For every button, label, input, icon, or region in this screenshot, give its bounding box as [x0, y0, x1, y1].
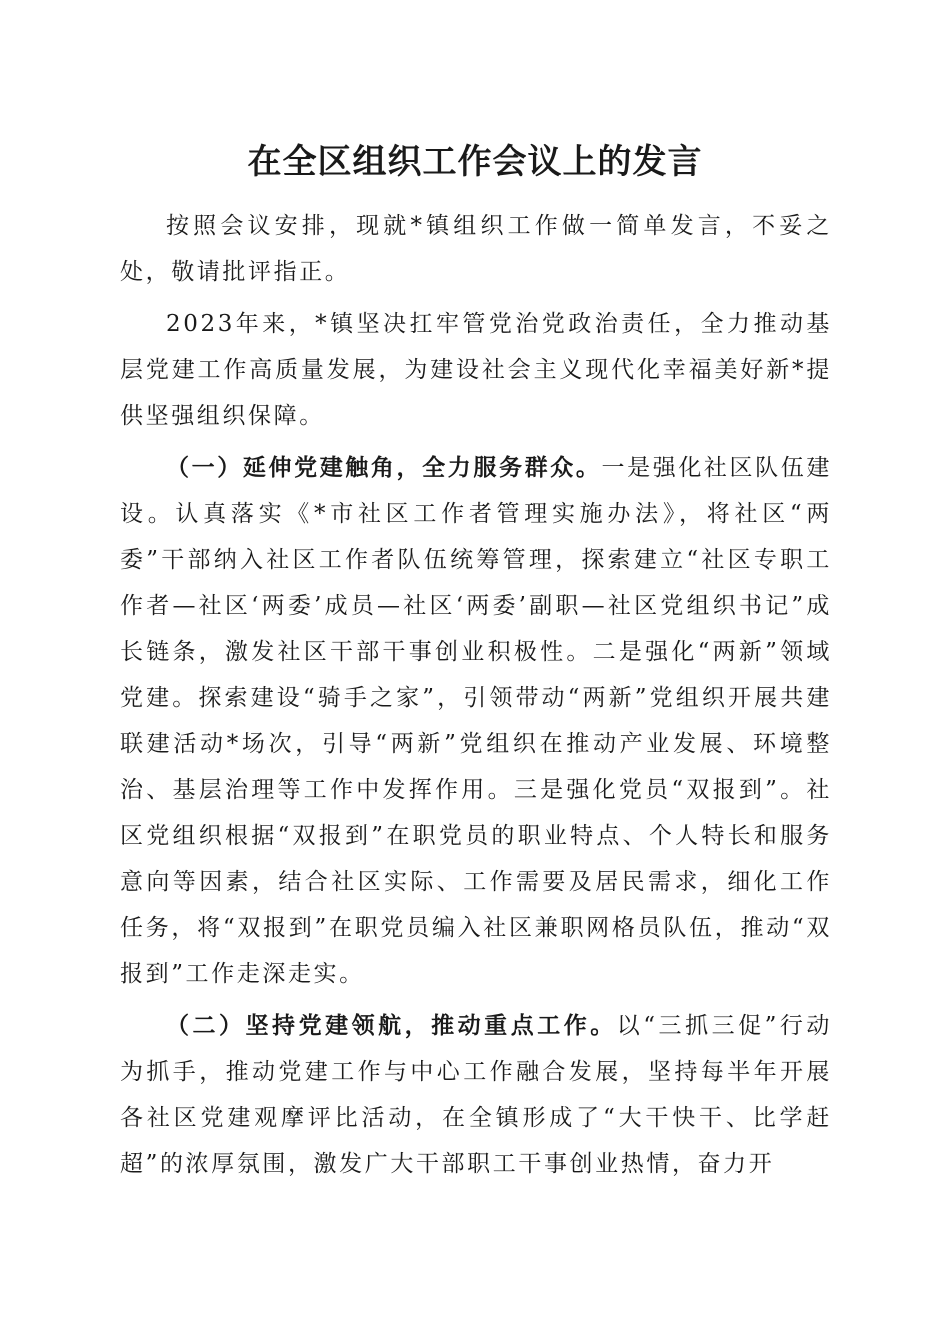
paragraph-text: 一是强化社区队伍建设。认真落实《*市社区工作者管理实施办法》，将社区“两委”干部纳入社区工作者队伍统筹管理，探索建立“社区专职工作者—社区‘两委’成员—社区‘两委’副职—社区党组织书记”成长链条，激发社区干部干事创业积极性。二是强化“两新”领域党建。探索建设“骑手之家”，引领带动“两新”党组织开展共建联建活动*场次，引导“两新”党组织在推动产业发展、环境整治、基层治理等工作中发挥作用。三是强化党员“双报到”。社区党组织根据“双报到”在职党员的职业特点、个人特长和服务意向等因素，结合社区实际、工作需要及居民需求，细化工作任务，将“双报到”在职党员编入社区兼职网格员队伍，推动“双报到”工作走深走实。	[120, 455, 832, 987]
document-title: 在全区组织工作会议上的发言	[247, 142, 703, 182]
section-heading: （二）坚持党建领航，推动重点工作。	[166, 1012, 617, 1039]
paragraph-intro	[120, 203, 832, 295]
document-body	[120, 203, 832, 1193]
paragraph-overview	[120, 301, 832, 439]
section-heading: （一）延伸党建触角，全力服务群众。	[166, 454, 602, 481]
paragraph-text: 以“三抓三促”行动为抓手，推动党建工作与中心工作融合发展，坚持每半年开展各社区党建观摩评比活动，在全镇形成了“大干快干、比学赶超”的浓厚氛围，激发广大干部职工干事创业热情，奋力开	[120, 1013, 833, 1177]
paragraph-text: 按照会议安排，现就*镇组织工作做一简单发言，不妥之处，敬请批评指正。	[120, 213, 832, 285]
paragraph-text: 2023年来，*镇坚决扛牢管党治党政治责任，全力推动基层党建工作高质量发展，为建设社会主义现代化幸福美好新*提供坚强组织保障。	[120, 311, 832, 429]
paragraph-section-1	[120, 445, 832, 997]
paragraph-section-2	[120, 1003, 832, 1187]
